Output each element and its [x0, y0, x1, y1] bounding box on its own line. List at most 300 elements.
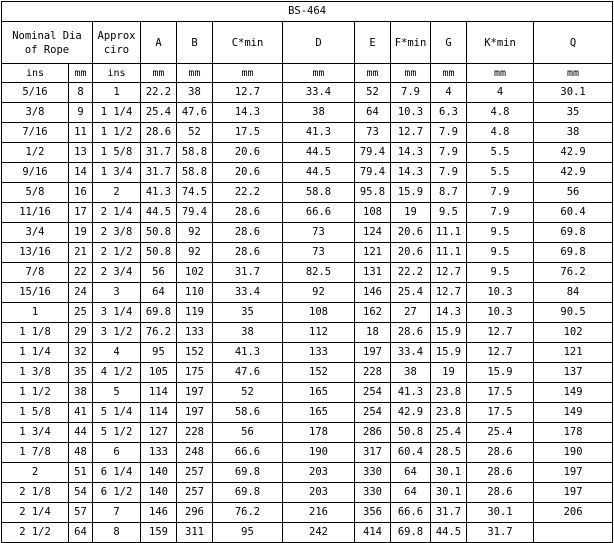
table-cell: 28.6	[213, 223, 283, 243]
table-cell: 124	[355, 223, 391, 243]
nominal-dia-header	[2, 22, 93, 64]
table-cell: 42.9	[534, 143, 613, 163]
table-cell: 22.2	[213, 183, 283, 203]
table-cell: 66.6	[213, 443, 283, 463]
table-cell: 20.6	[213, 163, 283, 183]
table-cell: 197	[355, 343, 391, 363]
col-header-f-min: F*min	[391, 22, 431, 64]
table-cell: 64	[69, 523, 93, 543]
table-cell: 2 3/8	[93, 223, 141, 243]
table-cell: 7	[93, 503, 141, 523]
table-cell: 95	[213, 523, 283, 543]
table-cell: 5/16	[2, 83, 69, 103]
table-cell: 69.8	[534, 243, 613, 263]
table-cell: 48	[69, 443, 93, 463]
table-cell: 38	[177, 83, 213, 103]
table-cell: 31.7	[467, 523, 534, 543]
col-header-q: Q	[534, 22, 613, 64]
table-cell: 152	[177, 343, 213, 363]
approx-ciro-header	[93, 22, 141, 64]
table-cell: 9	[69, 103, 93, 123]
table-cell: 119	[177, 303, 213, 323]
header-row	[2, 22, 613, 64]
table-cell: 7/16	[2, 123, 69, 143]
table-cell: 1 1/2	[93, 123, 141, 143]
col-header-g: G	[431, 22, 467, 64]
table-cell: 3	[93, 283, 141, 303]
table-cell: 33.4	[391, 343, 431, 363]
table-cell: 17.5	[467, 403, 534, 423]
table-row	[2, 243, 613, 263]
table-cell: 2 1/2	[93, 243, 141, 263]
table-cell: 92	[177, 223, 213, 243]
table-cell: 7.9	[431, 163, 467, 183]
bs464-spec-table	[1, 1, 613, 543]
table-cell: 32	[69, 343, 93, 363]
table-cell: 8.7	[431, 183, 467, 203]
table-cell: 64	[141, 283, 177, 303]
table-cell: 159	[141, 523, 177, 543]
table-cell: 197	[534, 483, 613, 503]
table-row	[2, 143, 613, 163]
table-cell: 2 1/8	[2, 483, 69, 503]
table-cell: 56	[534, 183, 613, 203]
table-cell: 140	[141, 483, 177, 503]
table-cell: 69.8	[141, 303, 177, 323]
table-cell: 47.6	[213, 363, 283, 383]
table-cell: 22.2	[391, 263, 431, 283]
table-cell: 16	[69, 183, 93, 203]
nominal-dia-header-line1: Nominal Dia	[12, 29, 82, 42]
table-cell: 31.7	[213, 263, 283, 283]
bs464-table-container	[1, 1, 613, 543]
table-cell: 1 3/4	[2, 423, 69, 443]
table-cell: 5/8	[2, 183, 69, 203]
table-cell: 203	[283, 483, 355, 503]
table-cell: 133	[141, 443, 177, 463]
table-cell: 165	[283, 383, 355, 403]
unit-cell: mm	[283, 64, 355, 83]
table-cell: 35	[213, 303, 283, 323]
table-row	[2, 283, 613, 303]
table-cell: 2	[93, 183, 141, 203]
table-row	[2, 303, 613, 323]
table-cell: 2 3/4	[93, 263, 141, 283]
table-cell: 73	[355, 123, 391, 143]
table-cell: 29	[69, 323, 93, 343]
table-row	[2, 183, 613, 203]
table-cell: 20.6	[213, 143, 283, 163]
table-cell: 242	[283, 523, 355, 543]
table-cell: 60.4	[391, 443, 431, 463]
table-cell: 69.8	[391, 523, 431, 543]
table-cell: 38	[213, 323, 283, 343]
table-cell: 317	[355, 443, 391, 463]
table-cell: 1 5/8	[93, 143, 141, 163]
table-cell: 9.5	[467, 263, 534, 283]
table-cell: 10.3	[467, 303, 534, 323]
table-cell: 27	[391, 303, 431, 323]
table-row	[2, 323, 613, 343]
table-cell: 42.9	[534, 163, 613, 183]
table-cell: 28.6	[467, 443, 534, 463]
table-cell: 257	[177, 463, 213, 483]
unit-cell: mm	[391, 64, 431, 83]
table-cell: 44	[69, 423, 93, 443]
col-header-k-min: K*min	[467, 22, 534, 64]
table-cell: 6	[93, 443, 141, 463]
unit-cell: mm	[213, 64, 283, 83]
title-row	[2, 2, 613, 22]
table-cell: 69.8	[213, 483, 283, 503]
table-cell: 82.5	[283, 263, 355, 283]
table-cell: 28.6	[213, 203, 283, 223]
table-cell: 228	[177, 423, 213, 443]
table-cell: 2 1/2	[2, 523, 69, 543]
table-cell: 58.8	[177, 143, 213, 163]
table-cell: 69.8	[534, 223, 613, 243]
table-cell: 47.6	[177, 103, 213, 123]
table-cell: 216	[283, 503, 355, 523]
table-cell: 60.4	[534, 203, 613, 223]
unit-cell: mm	[69, 64, 93, 83]
table-cell: 133	[177, 323, 213, 343]
table-cell: 25.4	[467, 423, 534, 443]
table-cell: 197	[534, 463, 613, 483]
table-cell: 17	[69, 203, 93, 223]
unit-cell: ins	[2, 64, 69, 83]
table-cell: 56	[213, 423, 283, 443]
table-cell: 7.9	[431, 143, 467, 163]
table-cell: 95	[141, 343, 177, 363]
table-cell: 330	[355, 483, 391, 503]
table-cell: 12.7	[467, 343, 534, 363]
col-header-a: A	[141, 22, 177, 64]
table-cell: 1 7/8	[2, 443, 69, 463]
table-row	[2, 443, 613, 463]
table-cell	[534, 523, 613, 543]
table-cell: 296	[177, 503, 213, 523]
table-cell: 38	[283, 103, 355, 123]
table-cell: 44.5	[283, 143, 355, 163]
table-cell: 38	[534, 123, 613, 143]
table-cell: 12.7	[431, 263, 467, 283]
table-cell: 1 3/8	[2, 363, 69, 383]
unit-cell: mm	[534, 64, 613, 83]
table-cell: 3/8	[2, 103, 69, 123]
table-cell: 140	[141, 463, 177, 483]
table-row	[2, 503, 613, 523]
table-cell: 28.6	[391, 323, 431, 343]
table-cell: 197	[177, 383, 213, 403]
table-row	[2, 483, 613, 503]
table-cell: 127	[141, 423, 177, 443]
unit-cell: mm	[467, 64, 534, 83]
table-cell: 13	[69, 143, 93, 163]
table-cell: 1	[93, 83, 141, 103]
table-cell: 121	[355, 243, 391, 263]
table-cell: 84	[534, 283, 613, 303]
table-cell: 22.2	[141, 83, 177, 103]
table-cell: 28.5	[431, 443, 467, 463]
table-cell: 73	[283, 223, 355, 243]
table-cell: 5 1/2	[93, 423, 141, 443]
table-cell: 19	[431, 363, 467, 383]
table-cell: 108	[283, 303, 355, 323]
table-cell: 149	[534, 403, 613, 423]
table-cell: 9.5	[431, 203, 467, 223]
table-cell: 4.8	[467, 123, 534, 143]
table-row	[2, 103, 613, 123]
table-cell: 64	[391, 483, 431, 503]
table-cell: 1 1/8	[2, 323, 69, 343]
table-cell: 197	[177, 403, 213, 423]
table-cell: 178	[283, 423, 355, 443]
table-cell: 17.5	[213, 123, 283, 143]
table-cell: 42.9	[391, 403, 431, 423]
table-cell: 66.6	[283, 203, 355, 223]
table-cell: 10.3	[467, 283, 534, 303]
table-cell: 90.5	[534, 303, 613, 323]
table-cell: 7.9	[467, 183, 534, 203]
table-cell: 162	[355, 303, 391, 323]
table-cell: 4	[467, 83, 534, 103]
table-cell: 76.2	[534, 263, 613, 283]
col-header-c-min: C*min	[213, 22, 283, 64]
table-cell: 41.3	[283, 123, 355, 143]
table-cell: 108	[355, 203, 391, 223]
table-row	[2, 403, 613, 423]
table-cell: 286	[355, 423, 391, 443]
table-cell: 50.8	[141, 243, 177, 263]
table-cell: 56	[141, 263, 177, 283]
table-cell: 74.5	[177, 183, 213, 203]
table-cell: 1 1/4	[93, 103, 141, 123]
table-cell: 12.7	[213, 83, 283, 103]
table-cell: 9.5	[467, 243, 534, 263]
unit-cell: mm	[177, 64, 213, 83]
table-row	[2, 83, 613, 103]
table-cell: 19	[69, 223, 93, 243]
table-cell: 66.6	[391, 503, 431, 523]
table-cell: 5.5	[467, 163, 534, 183]
table-cell: 5	[93, 383, 141, 403]
table-cell: 35	[69, 363, 93, 383]
table-cell: 257	[177, 483, 213, 503]
table-cell: 31.7	[141, 163, 177, 183]
table-cell: 76.2	[213, 503, 283, 523]
units-row	[2, 64, 613, 83]
table-cell: 38	[69, 383, 93, 403]
table-cell: 28.6	[213, 243, 283, 263]
table-cell: 79.4	[177, 203, 213, 223]
table-cell: 92	[177, 243, 213, 263]
table-cell: 41.3	[213, 343, 283, 363]
table-row	[2, 203, 613, 223]
table-cell: 10.3	[391, 103, 431, 123]
unit-cell: mm	[355, 64, 391, 83]
unit-cell: ins	[93, 64, 141, 83]
table-cell: 58.8	[177, 163, 213, 183]
table-cell: 254	[355, 383, 391, 403]
table-row	[2, 523, 613, 543]
table-cell: 64	[391, 463, 431, 483]
table-cell: 28.6	[141, 123, 177, 143]
table-cell: 50.8	[141, 223, 177, 243]
approx-header-line1: Approx	[97, 29, 136, 42]
table-cell: 58.8	[283, 183, 355, 203]
table-cell: 22	[69, 263, 93, 283]
table-cell: 14	[69, 163, 93, 183]
table-cell: 1 3/4	[93, 163, 141, 183]
table-row	[2, 123, 613, 143]
table-cell: 14.3	[213, 103, 283, 123]
table-cell: 4	[431, 83, 467, 103]
table-cell: 28.6	[467, 483, 534, 503]
table-row	[2, 163, 613, 183]
table-cell: 190	[534, 443, 613, 463]
table-cell: 69.8	[213, 463, 283, 483]
table-cell: 23.8	[431, 383, 467, 403]
table-cell: 190	[283, 443, 355, 463]
table-cell: 25.4	[391, 283, 431, 303]
table-cell: 4	[93, 343, 141, 363]
table-cell: 1 1/4	[2, 343, 69, 363]
table-cell: 137	[534, 363, 613, 383]
table-row	[2, 223, 613, 243]
table-cell: 12.7	[431, 283, 467, 303]
table-cell: 95.8	[355, 183, 391, 203]
table-row	[2, 423, 613, 443]
table-cell: 152	[283, 363, 355, 383]
table-cell: 79.4	[355, 143, 391, 163]
table-cell: 6.3	[431, 103, 467, 123]
table-cell: 112	[283, 323, 355, 343]
table-cell: 24	[69, 283, 93, 303]
table-cell: 5.5	[467, 143, 534, 163]
table-cell: 33.4	[283, 83, 355, 103]
table-cell: 11.1	[431, 223, 467, 243]
table-cell: 41	[69, 403, 93, 423]
table-cell: 15.9	[391, 183, 431, 203]
table-cell: 23.8	[431, 403, 467, 423]
table-cell: 203	[283, 463, 355, 483]
table-cell: 7/8	[2, 263, 69, 283]
table-cell: 50.8	[391, 423, 431, 443]
table-cell: 12.7	[467, 323, 534, 343]
table-row	[2, 383, 613, 403]
table-cell: 57	[69, 503, 93, 523]
unit-cell: mm	[141, 64, 177, 83]
table-cell: 146	[355, 283, 391, 303]
table-cell: 44.5	[141, 203, 177, 223]
table-cell: 64	[355, 103, 391, 123]
table-cell: 30.1	[534, 83, 613, 103]
table-cell: 7.9	[391, 83, 431, 103]
col-header-d: D	[283, 22, 355, 64]
table-cell: 38	[391, 363, 431, 383]
table-cell: 12.7	[391, 123, 431, 143]
table-cell: 2	[2, 463, 69, 483]
table-cell: 25.4	[141, 103, 177, 123]
table-cell: 13/16	[2, 243, 69, 263]
table-cell: 146	[141, 503, 177, 523]
table-cell: 44.5	[431, 523, 467, 543]
table-cell: 9.5	[467, 223, 534, 243]
table-cell: 1 5/8	[2, 403, 69, 423]
table-cell: 33.4	[213, 283, 283, 303]
table-row	[2, 463, 613, 483]
table-cell: 18	[355, 323, 391, 343]
table-cell: 30.1	[467, 503, 534, 523]
table-cell: 175	[177, 363, 213, 383]
table-cell: 28.6	[467, 463, 534, 483]
table-cell: 114	[141, 403, 177, 423]
table-cell: 5 1/4	[93, 403, 141, 423]
table-cell: 52	[355, 83, 391, 103]
table-cell: 2 1/4	[93, 203, 141, 223]
table-cell: 58.6	[213, 403, 283, 423]
table-cell: 102	[534, 323, 613, 343]
table-cell: 31.7	[431, 503, 467, 523]
table-cell: 11	[69, 123, 93, 143]
table-cell: 4.8	[467, 103, 534, 123]
table-cell: 311	[177, 523, 213, 543]
table-cell: 206	[534, 503, 613, 523]
table-cell: 356	[355, 503, 391, 523]
table-cell: 19	[391, 203, 431, 223]
table-cell: 8	[69, 83, 93, 103]
table-cell: 25.4	[431, 423, 467, 443]
table-cell: 15.9	[431, 323, 467, 343]
table-cell: 8	[93, 523, 141, 543]
table-cell: 4 1/2	[93, 363, 141, 383]
table-cell: 20.6	[391, 223, 431, 243]
table-cell: 11.1	[431, 243, 467, 263]
table-cell: 21	[69, 243, 93, 263]
table-cell: 114	[141, 383, 177, 403]
table-cell: 41.3	[141, 183, 177, 203]
table-cell: 414	[355, 523, 391, 543]
table-cell: 92	[283, 283, 355, 303]
table-cell: 6 1/4	[93, 463, 141, 483]
table-cell: 11/16	[2, 203, 69, 223]
table-cell: 76.2	[141, 323, 177, 343]
table-cell: 15/16	[2, 283, 69, 303]
table-cell: 7.9	[431, 123, 467, 143]
table-cell: 330	[355, 463, 391, 483]
table-cell: 149	[534, 383, 613, 403]
table-cell: 1	[2, 303, 69, 323]
table-cell: 73	[283, 243, 355, 263]
col-header-b: B	[177, 22, 213, 64]
table-cell: 178	[534, 423, 613, 443]
table-cell: 31.7	[141, 143, 177, 163]
approx-header-line2: ciro	[103, 43, 130, 56]
table-cell: 105	[141, 363, 177, 383]
table-cell: 15.9	[431, 343, 467, 363]
table-cell: 41.3	[391, 383, 431, 403]
table-cell: 51	[69, 463, 93, 483]
table-cell: 35	[534, 103, 613, 123]
table-row	[2, 343, 613, 363]
table-cell: 54	[69, 483, 93, 503]
table-cell: 165	[283, 403, 355, 423]
table-cell: 248	[177, 443, 213, 463]
table-cell: 102	[177, 263, 213, 283]
table-cell: 3 1/4	[93, 303, 141, 323]
table-cell: 17.5	[467, 383, 534, 403]
